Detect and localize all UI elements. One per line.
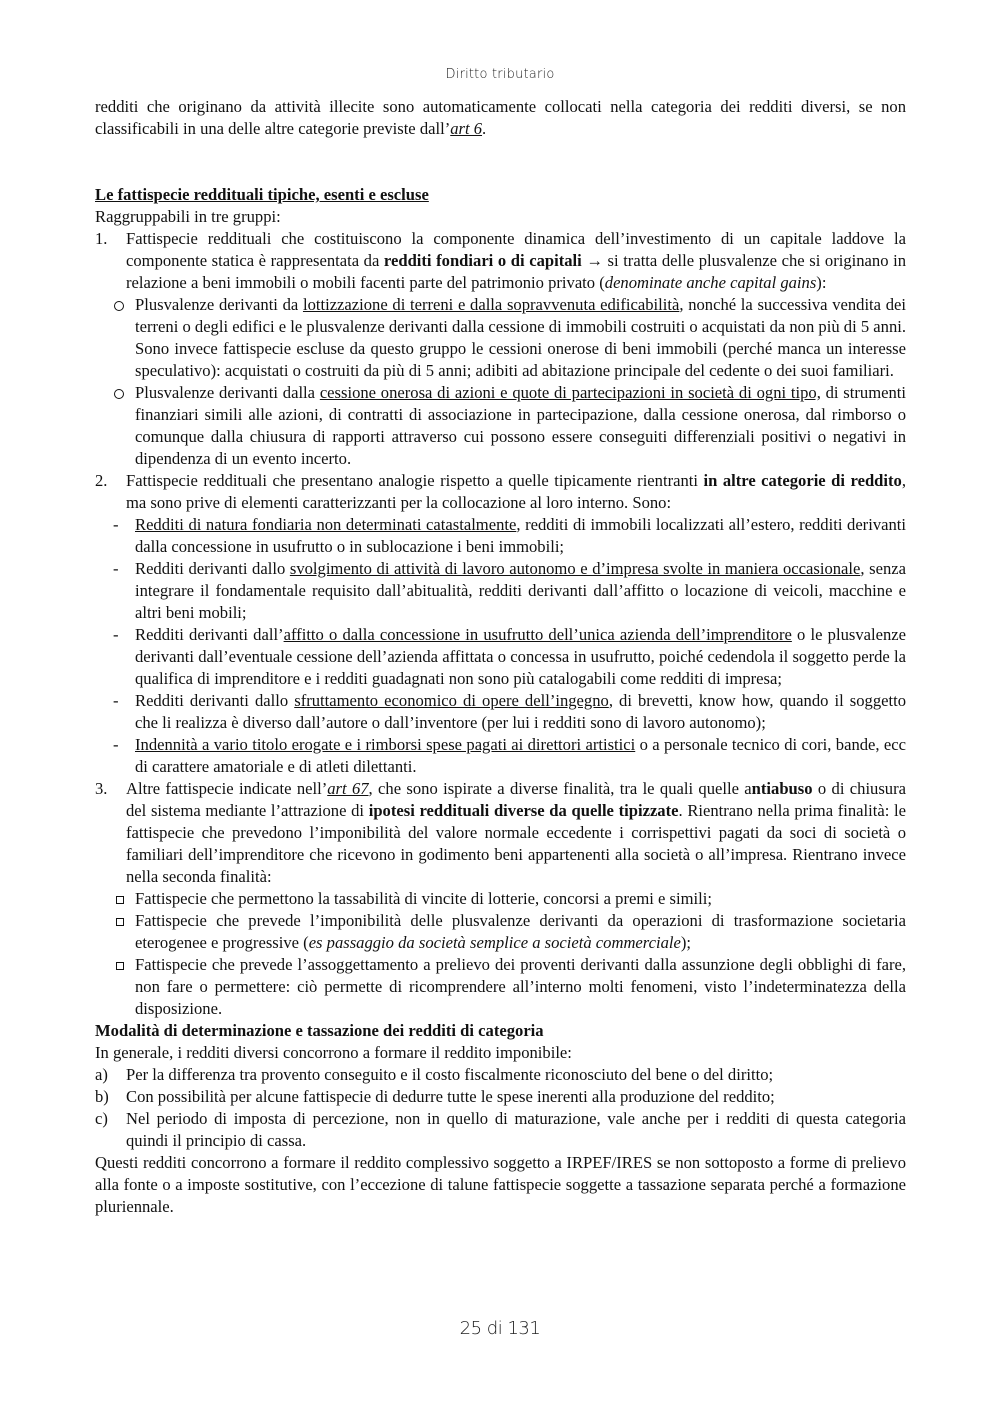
g2-text-2: , ma sono prive di elementi caratterizzanti per la collocazione al loro interno. Sono: xyxy=(126,471,906,512)
d5-underlined: Indennità a vario titolo erogate e i rimborsi spese pagati ai direttori artistici xyxy=(135,735,636,754)
sub-item-square xyxy=(95,910,906,954)
alpha-text: Con possibilità per alcune fattispecie di dedurre tutte le spese inerenti alla produzione del reddito; xyxy=(126,1087,775,1106)
alpha-marker: a) xyxy=(95,1065,108,1084)
g2-bold: in altre categorie di reddito xyxy=(703,471,902,490)
page-number: 25 di 131 xyxy=(459,1318,541,1339)
art-6-link[interactable]: art 6 xyxy=(450,119,483,138)
sub-item-square xyxy=(95,954,906,1020)
list-item-group-3 xyxy=(95,778,906,888)
d4-text-2: , di brevetti, know how, quando il soggetto che li realizza è diverso dall’autore o dall’inventore (per lui i redditi sono di lavoro autonomo); xyxy=(135,691,907,732)
g1-bold: redditi fondiari o di capitali xyxy=(383,251,582,270)
section-title-fattispecie: Le fattispecie reddituali tipiche, esenti e escluse xyxy=(95,185,429,204)
sub-item-circle xyxy=(95,382,906,470)
alpha-item-a xyxy=(95,1064,906,1086)
d2-underlined: svolgimento di attività di lavoro autonomo e d’impresa svolte in maniera occasionale xyxy=(289,559,861,578)
closing-paragraph: Questi redditi concorrono a formare il reddito complessivo soggetto a IRPEF/IRES se non sottoposto a forme di prelievo alla fonte o a imposte sostitutive, con l’eccezione di talune fattispecie soggette a tassazione separata perché a formazione pluriennale. xyxy=(95,1153,906,1216)
d2-text-2: , senza integrare il fondamentale requisito dall’abitualità, redditi derivanti dall’affitto o locazione di veicoli, macchine e altri beni mobili; xyxy=(135,559,907,622)
g1-text-3: ): xyxy=(816,273,827,292)
sub-item-dash xyxy=(95,624,906,690)
list-item-group-1 xyxy=(95,228,906,294)
square-bullet-icon xyxy=(116,918,124,926)
section-title-modalita: Modalità di determinazione e tassazione dei redditi di categoria xyxy=(95,1021,544,1040)
q1-text: Fattispecie che permettono la tassabilità di vincite di lotterie, concorsi a premi e simili; xyxy=(135,889,712,908)
art-67-link[interactable]: art 67 xyxy=(327,779,369,798)
g1-italic: denominate anche capital gains xyxy=(604,273,817,292)
d3-underlined: affitto o dalla concessione in usufrutto dell’unica azienda dell’imprenditore xyxy=(283,625,792,644)
sub-item-dash xyxy=(95,514,906,558)
sub-item-dash xyxy=(95,690,906,734)
list-number: 3. xyxy=(95,779,108,798)
sub-item-square xyxy=(95,888,906,910)
sub-item-circle xyxy=(95,294,906,382)
d4-text: Redditi derivanti dallo xyxy=(135,691,295,710)
q2-italic: es passaggio da società semplice a società commerciale xyxy=(308,933,681,952)
dash-bullet-icon: - xyxy=(113,625,119,644)
intro-text: redditi che originano da attività illecite sono automaticamente collocati nella categoria dei redditi diversi, se non classificabili in una delle altre categorie previste dall’ xyxy=(95,97,906,138)
document-body xyxy=(95,96,906,1218)
intro-end: . xyxy=(482,119,487,138)
alpha-item-b xyxy=(95,1086,906,1108)
g3-bold-2: ipotesi reddituali diverse da quelle tipizzate xyxy=(368,801,679,820)
dash-bullet-icon: - xyxy=(113,515,119,534)
d5-text: o a personale tecnico di cori, bande, ecc di carattere amatoriale e di atleti dilettanti. xyxy=(135,735,907,776)
s1-text: Plusvalenze derivanti da xyxy=(135,295,303,314)
intro-paragraph xyxy=(95,96,906,140)
g3-text-4: . Rientrano nella prima finalità: le fattispecie che prevedono l’imponibilità del valore normale eccedente i corrispettivi pagati da soci di società o familiari dell’imprenditore che ricevono in godimento beni appartenenti alla società o all’impresa. Rientrano invece nella seconda finalità: xyxy=(126,801,907,886)
alpha-text: Per la differenza tra provento conseguito e il costo fiscalmente riconosciuto del bene o del diritto; xyxy=(126,1065,774,1084)
s1-text-2: , nonché la successiva vendita dei terreni o degli edifici e le plusvalenze derivanti dalla cessione di immobili costruiti o acquistati da non più di 5 anni. Sono invece fattispecie escluse da questo gruppo le cessioni onerose di beni immobili (perché manca un interesse speculativo): acquistati o costruiti da più di 5 anni; adibiti ad abitazione principale del cedente o dei suoi familiari. xyxy=(135,295,906,380)
q2-text: Fattispecie che prevede l’imponibilità delle plusvalenze derivanti da operazioni di trasformazione societaria eterogenee e progressive ( xyxy=(135,911,906,952)
dash-bullet-icon: - xyxy=(113,559,119,578)
list-number: 2. xyxy=(95,471,108,490)
g1-text: Fattispecie reddituali che costituiscono la componente dinamica dell’investimento di un capitale laddove la componente statica è rappresentata da xyxy=(126,229,906,270)
d1-text: , redditi di immobili localizzati all’estero, redditi derivanti dalla concessione in usufrutto o in sublocazione i beni immobili; xyxy=(135,515,906,556)
square-bullet-icon xyxy=(116,962,124,970)
section-lead: Raggruppabili in tre gruppi: xyxy=(95,207,281,226)
q3-text: Fattispecie che prevede l’assoggettamento a prelievo dei proventi derivanti dalla assunzione degli obblighi di fare, non fare o permettere: ciò permette di ricomprendere all’interno molti fenomeni, visto l’indeterminatezza della disposizione. xyxy=(135,955,906,1018)
g3-text-2: , che sono ispirate a diverse finalità, tra le quali quelle a xyxy=(368,779,752,798)
s2-text: Plusvalenze derivanti dalla xyxy=(135,383,320,402)
alpha-marker: c) xyxy=(95,1109,108,1128)
d3-text-2: o le plusvalenze derivanti dall’eventuale cessione dell’azienda affittata o concessa in usufrutto, poiché cedendola il soggetto perde la qualifica di imprenditore e i redditi guadagnati non sono più catalogabili come redditi di impresa; xyxy=(135,625,906,688)
d1-underlined: Redditi di natura fondiaria non determinati catastalmente xyxy=(135,515,517,534)
s1-underlined: lottizzazione di terreni e dalla sopravvenuta edificabilità xyxy=(302,295,680,314)
g3-text-3: o di chiusura del sistema mediante l’attrazione di xyxy=(126,779,906,820)
d3-text: Redditi derivanti dall’ xyxy=(135,625,284,644)
dash-bullet-icon: - xyxy=(113,691,119,710)
list-item-group-2 xyxy=(95,470,906,514)
section2-lead: In generale, i redditi diversi concorrono a formare il reddito imponibile: xyxy=(95,1043,572,1062)
g3-bold-1: ntiabuso xyxy=(751,779,813,798)
q2-text-2: ); xyxy=(680,933,692,952)
sub-item-dash xyxy=(95,558,906,624)
page-header: Diritto tributario xyxy=(445,67,555,82)
dash-bullet-icon: - xyxy=(113,735,119,754)
g1-text-2: si tratta delle plusvalenze che si originano in relazione a beni immobili o mobili facenti parte del patrimonio privato ( xyxy=(126,251,906,292)
g3-text: Altre fattispecie indicate nell’ xyxy=(126,779,328,798)
list-number: 1. xyxy=(95,229,108,248)
circle-bullet-icon xyxy=(114,389,124,399)
alpha-marker: b) xyxy=(95,1087,109,1106)
alpha-item-c xyxy=(95,1108,906,1152)
square-bullet-icon xyxy=(116,896,124,904)
alpha-text: Nel periodo di imposta di percezione, non in quello di maturazione, vale anche per i redditi di questa categoria quindi il principio di cassa. xyxy=(126,1109,906,1150)
d4-underlined: sfruttamento economico di opere dell’ingegno xyxy=(294,691,609,710)
d2-text: Redditi derivanti dallo xyxy=(135,559,290,578)
s2-underlined: cessione onerosa di azioni e quote di partecipazioni in società di ogni tipo, xyxy=(319,383,821,402)
s2-text-2: di strumenti finanziari simili alle azioni, di contratti di associazione in partecipazione, dalla cessione onerosa, dal rimborso o comunque dalla chiusura di rapporti attraverso cui possono essere conseguiti differenziali positivi o negativi in dipendenza di un evento incerto. xyxy=(135,383,906,468)
arrow-icon: → xyxy=(581,251,608,270)
circle-bullet-icon xyxy=(114,301,124,311)
g2-text: Fattispecie reddituali che presentano analogie rispetto a quelle tipicamente rientranti xyxy=(126,471,704,490)
sub-item-dash xyxy=(95,734,906,778)
